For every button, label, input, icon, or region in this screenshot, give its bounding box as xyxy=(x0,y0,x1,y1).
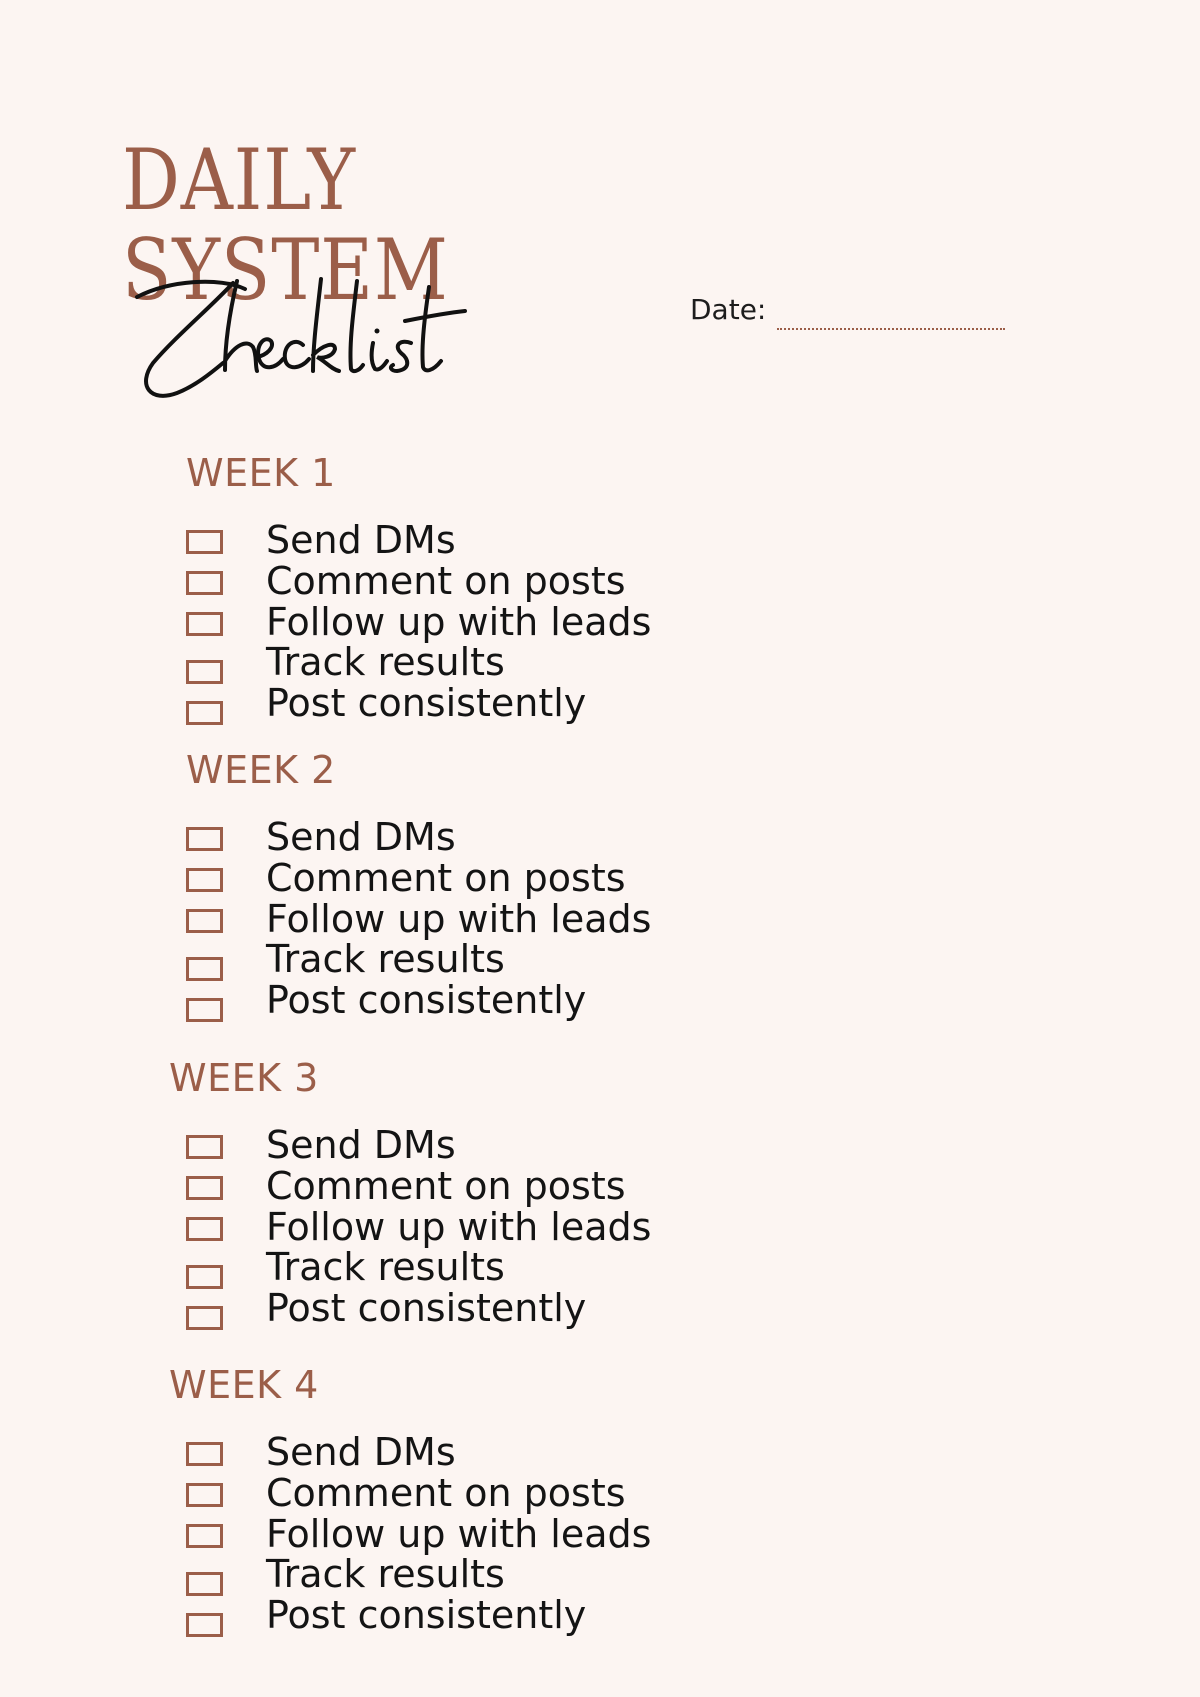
item-label: Post consistently xyxy=(266,681,587,725)
checkbox[interactable] xyxy=(186,1217,223,1241)
item-label: Comment on posts xyxy=(266,559,626,603)
checklist-item xyxy=(0,681,720,733)
week-1-label: WEEK 1 xyxy=(186,451,336,495)
checkbox[interactable] xyxy=(186,571,223,595)
date-input[interactable] xyxy=(777,312,1005,330)
checkbox[interactable] xyxy=(186,530,223,554)
item-label: Follow up with leads xyxy=(266,897,652,941)
checkbox[interactable] xyxy=(186,909,223,933)
checkbox[interactable] xyxy=(186,1442,223,1466)
checkbox[interactable] xyxy=(186,612,223,636)
item-label: Send DMs xyxy=(266,518,456,562)
title-line-daily: DAILY xyxy=(122,131,356,229)
item-label: Comment on posts xyxy=(266,856,626,900)
item-label: Comment on posts xyxy=(266,1471,626,1515)
item-label: Track results xyxy=(266,1552,505,1596)
checkbox[interactable] xyxy=(186,998,223,1022)
week-3-checklist xyxy=(0,1123,720,1335)
item-label: Follow up with leads xyxy=(266,1512,652,1556)
item-label: Track results xyxy=(266,640,505,684)
checkbox[interactable] xyxy=(186,1613,223,1637)
week-4-label: WEEK 4 xyxy=(169,1363,319,1407)
item-label: Follow up with leads xyxy=(266,600,652,644)
checkbox[interactable] xyxy=(186,1572,223,1596)
item-label: Post consistently xyxy=(266,1593,587,1637)
week-1-checklist xyxy=(0,518,720,730)
week-2-checklist xyxy=(0,815,720,1027)
title-line-system: SYSTEM xyxy=(122,221,449,319)
checkbox[interactable] xyxy=(186,1524,223,1548)
item-label: Send DMs xyxy=(266,815,456,859)
week-4-checklist xyxy=(0,1430,720,1642)
checkbox[interactable] xyxy=(186,660,223,684)
checklist-item xyxy=(0,1286,720,1338)
item-label: Track results xyxy=(266,1245,505,1289)
item-label: Send DMs xyxy=(266,1123,456,1167)
checkbox[interactable] xyxy=(186,1176,223,1200)
date-label: Date: xyxy=(690,293,767,326)
checkbox[interactable] xyxy=(186,1483,223,1507)
item-label: Comment on posts xyxy=(266,1164,626,1208)
item-label: Send DMs xyxy=(266,1430,456,1474)
item-label: Follow up with leads xyxy=(266,1205,652,1249)
checklist-item xyxy=(0,978,720,1030)
week-3-label: WEEK 3 xyxy=(169,1056,319,1100)
checkbox[interactable] xyxy=(186,1306,223,1330)
checkbox[interactable] xyxy=(186,1135,223,1159)
item-label: Post consistently xyxy=(266,1286,587,1330)
item-label: Post consistently xyxy=(266,978,587,1022)
week-2-label: WEEK 2 xyxy=(186,748,336,792)
checkbox[interactable] xyxy=(186,827,223,851)
checklist-item xyxy=(0,1593,720,1645)
item-label: Track results xyxy=(266,937,505,981)
checkbox[interactable] xyxy=(186,701,223,725)
checklist-script-title xyxy=(125,275,495,415)
checkbox[interactable] xyxy=(186,868,223,892)
checkbox[interactable] xyxy=(186,1265,223,1289)
checkbox[interactable] xyxy=(186,957,223,981)
